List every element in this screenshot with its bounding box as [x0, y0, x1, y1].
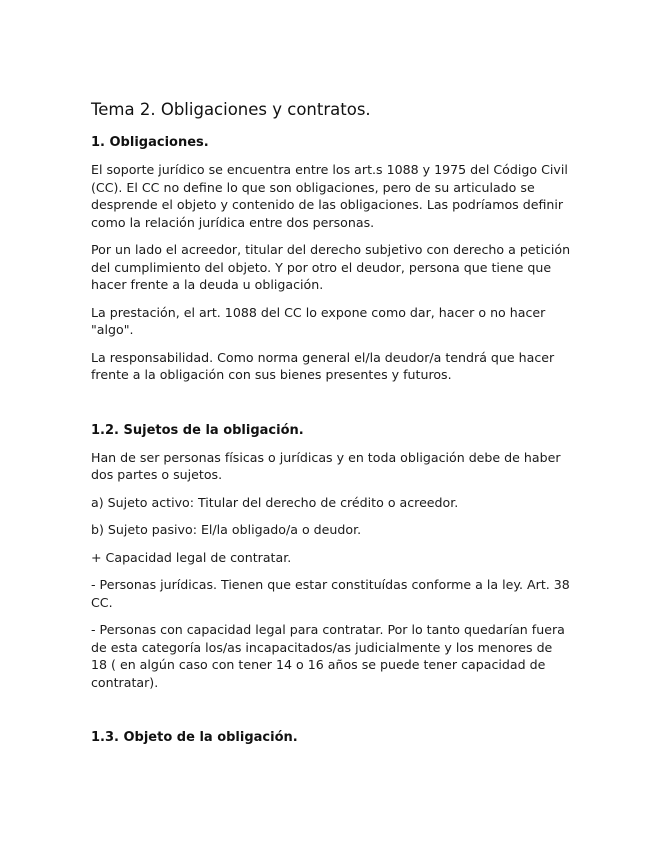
- section-heading-objeto: 1.3. Objeto de la obligación.: [91, 730, 298, 745]
- section-spacer: [91, 701, 595, 728]
- section-heading-sujetos: 1.2. Sujetos de la obligación.: [91, 422, 304, 438]
- section-spacer: [91, 394, 595, 421]
- paragraph: Han de ser personas físicas o jurídicas y en toda obligación debe de haber dos partes o sujetos.: [91, 449, 561, 482]
- paragraph: - Personas jurídicas. Tienen que estar constituídas conforme a la ley. Art. 38 CC.: [91, 577, 570, 610]
- section-heading-obligaciones: 1. Obligaciones.: [91, 135, 209, 150]
- paragraph: Por un lado el acreedor, titular del derecho subjetivo con derecho a petición del cumplimiento del objeto. Y por otro el deudor, persona que tiene que hacer frente a la deuda u obligación.: [91, 242, 571, 292]
- paragraph: La prestación, el art. 1088 del CC lo expone como dar, hacer o no hacer "algo".: [91, 304, 546, 337]
- paragraph: + Capacidad legal de contratar.: [91, 549, 292, 565]
- paragraph: El soporte jurídico se encuentra entre los art.s 1088 y 1975 del Código Civil (CC). El CC no define lo que son obligaciones, pero de su articulado se desprende el objeto y contenido de las obligaciones. Las podríamos definir como la relación jurídica entre dos personas.: [91, 162, 568, 230]
- paragraph: La responsabilidad. Como norma general el/la deudor/a tendrá que hacer frente a la obligación con sus bienes presentes y futuros.: [91, 349, 555, 382]
- paragraph: - Personas con capacidad legal para contratar. Por lo tanto quedarían fuera de esta categoría los/as incapacitados/as judicialmente y los menores de 18 ( en algún caso con tener 14 o 16 años se puede tener capacidad de contratar).: [91, 622, 565, 690]
- document-title: Tema 2. Obligaciones y contratos.: [91, 100, 371, 119]
- paragraph: b) Sujeto pasivo: El/la obligado/a o deudor.: [91, 522, 362, 537]
- paragraph: a) Sujeto activo: Titular del derecho de crédito o acreedor.: [91, 494, 459, 510]
